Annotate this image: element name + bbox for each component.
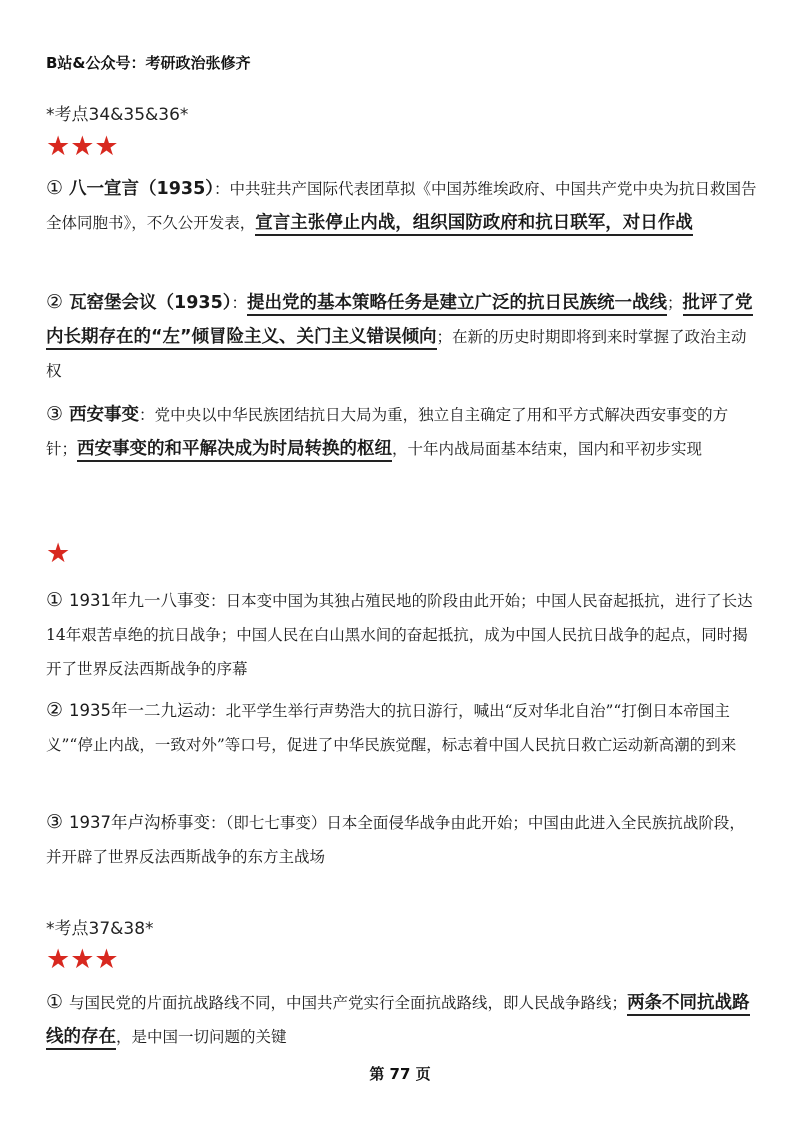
item-highlight: 宣言主张停止内战，组织国防政府和抗日联军，对日作战	[255, 213, 693, 236]
item-number: ①	[46, 991, 64, 1013]
three-star-rating-icon: ★★★	[46, 131, 119, 162]
item-colon: ：	[231, 294, 248, 312]
item-highlight: 西安事变的和平解决成为时局转换的枢纽	[77, 439, 392, 462]
item-highlight: 两条不同抗战路线的存在	[46, 993, 750, 1050]
item-description: 与国民党的片面抗战路线不同，中国共产党实行全面抗战路线，即人民战争路线；	[69, 994, 628, 1012]
item-number: ②	[46, 291, 64, 313]
item-colon: ：	[214, 180, 230, 198]
item-description: 北平学生举行声势浩大的抗日游行，喊出“反对华北自治”“打倒日本帝国主义”“停止内战，一致对外”等口号，促进了中华民族觉醒，标志着中国人民抗日救亡运动新高潮的到来	[46, 702, 737, 754]
section-title-37-38: *考点37&38*	[46, 919, 154, 939]
item-title: 西安事变	[69, 405, 140, 425]
three-star-rating-icon: ★★★	[46, 944, 119, 975]
item-description: 中共驻共产国际代表团草拟《中国苏维埃政府、中国共产党中央为抗日救国告全体同胞书》，不久公开发表，	[46, 180, 757, 232]
item-number: ②	[46, 699, 64, 721]
item-title: 1931年九一八事变	[69, 591, 211, 610]
item-title: 1937年卢沟桥事变	[69, 813, 211, 832]
item-colon: ：	[210, 592, 226, 610]
section-title-34-35-36: *考点34&35&36*	[46, 105, 189, 125]
item-description: ；在新的历史时期即将到来时掌握了政治主动权	[46, 328, 747, 380]
list-item	[46, 694, 758, 762]
item-number: ①	[46, 589, 64, 611]
list-item	[46, 398, 758, 466]
item-description: 党中央以中华民族团结抗日大局为重，独立自主确定了用和平方式解决西安事变的方针；	[46, 406, 729, 458]
one-star-rating-icon: ★	[46, 538, 71, 569]
list-item	[46, 584, 758, 686]
item-number: ①	[46, 177, 64, 199]
item-colon: ：	[210, 702, 226, 720]
item-highlight: 批评了党内长期存在的“左”倾冒险主义、关门主义错误倾向	[46, 293, 753, 350]
item-title: 瓦窑堡会议（1935）	[69, 293, 232, 313]
page-header: B站&公众号：考研政治张修齐	[46, 54, 251, 72]
item-description: ，是中国一切问题的关键	[116, 1028, 287, 1046]
list-item	[46, 286, 758, 388]
list-item	[46, 172, 758, 240]
list-item	[46, 806, 758, 874]
item-description: ，十年内战局面基本结束，国内和平初步实现	[392, 440, 703, 458]
item-number: ③	[46, 811, 64, 833]
item-title: 1935年一二九运动	[69, 701, 211, 720]
item-highlight: 提出党的基本策略任务是建立广泛的抗日民族统一战线	[247, 293, 667, 316]
item-number: ③	[46, 403, 64, 425]
item-description: 日本变中国为其独占殖民地的阶段由此开始；中国人民奋起抵抗，进行了长达14年艰苦卓绝的抗日战争；中国人民在白山黑水间的奋起抵抗，成为中国人民抗日战争的起点，同时揭开了世界反法西斯战争的序幕	[46, 592, 753, 678]
item-colon: ：	[139, 406, 155, 424]
item-separator: ；	[667, 294, 683, 312]
item-title: 八一宣言（1935）	[69, 179, 215, 199]
page-number: 第 77 页	[369, 1065, 431, 1083]
item-description: （即七七事变）日本全面侵华战争由此开始；中国由此进入全民族抗战阶段，并开辟了世界反法西斯战争的东方主战场	[46, 814, 745, 866]
list-item	[46, 986, 758, 1054]
item-colon: ：	[210, 814, 226, 832]
